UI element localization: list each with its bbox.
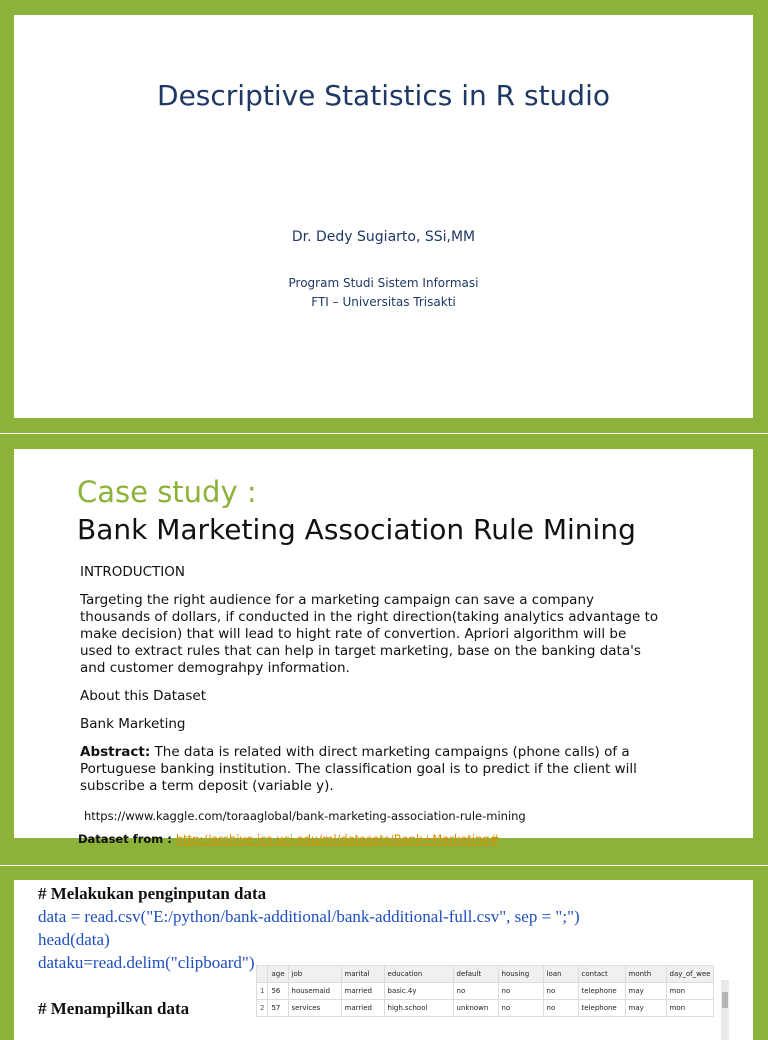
paragraph-line: make decision) that will lead to hight rate of convertion. Apriori algorithm will be	[80, 626, 627, 642]
kaggle-url: https://www.kaggle.com/toraaglobal/bank-marketing-association-rule-mining	[84, 809, 526, 823]
case-study-title: Bank Marketing Association Rule Mining	[77, 513, 636, 546]
case-study-label: Case study :	[77, 475, 257, 509]
paragraph-line: used to extract rules that can help in target marketing, base on the banking data's	[80, 643, 641, 659]
dataset-label: Dataset from :	[78, 832, 176, 846]
paragraph-line: The data is related with direct marketing campaigns (phone calls) of a	[150, 744, 630, 760]
slide-divider	[0, 865, 768, 866]
dataset-link[interactable]: http://archive.ics.uci.edu/ml/datasets/Bank+Marketing#	[175, 832, 500, 846]
table-cell: 57	[268, 1000, 288, 1017]
vertical-scrollbar[interactable]	[721, 980, 729, 1040]
slide-title	[14, 15, 753, 418]
row-number: 1	[257, 983, 268, 1000]
page-title: Descriptive Statistics in R studio	[157, 79, 610, 112]
author-name: Dr. Dedy Sugiarto, SSi,MM	[291, 229, 476, 245]
column-header[interactable]: loan	[543, 966, 578, 983]
column-header[interactable]: marital	[341, 966, 384, 983]
institution-line: Program Studi Sistem Informasi	[288, 276, 479, 290]
table-cell: no	[498, 983, 543, 1000]
scrollbar-thumb[interactable]	[722, 992, 728, 1008]
table-cell: telephone	[578, 1000, 625, 1017]
table-cell: may	[625, 983, 666, 1000]
paragraph-line: Portuguese banking institution. The classification goal is to predict if the client will	[80, 761, 637, 777]
table-cell: housemaid	[288, 983, 341, 1000]
table-cell: high.school	[384, 1000, 453, 1017]
row-number: 2	[257, 1000, 268, 1017]
code-comment: # Melakukan penginputan data	[38, 884, 267, 903]
column-header[interactable]: day_of_wee	[666, 966, 714, 983]
code-comment: # Menampilkan data	[38, 999, 190, 1018]
table-row	[257, 983, 714, 1000]
data-preview-table	[256, 965, 714, 1017]
table-cell: telephone	[578, 983, 625, 1000]
paragraph-line: subscribe a term deposit (variable y).	[80, 778, 334, 794]
dataset-source	[78, 832, 499, 846]
introduction-heading: INTRODUCTION	[80, 564, 185, 580]
column-header[interactable]: job	[288, 966, 341, 983]
introduction-paragraph	[80, 592, 720, 677]
slide-divider	[0, 433, 768, 434]
column-header[interactable]: contact	[578, 966, 625, 983]
about-dataset-heading: About this Dataset	[80, 688, 206, 704]
table-header-row	[257, 966, 714, 983]
column-header[interactable]: housing	[498, 966, 543, 983]
code-line: data = read.csv("E:/python/bank-additional/bank-additional-full.csv", sep = ";")	[38, 907, 580, 926]
table-cell: married	[341, 983, 384, 1000]
slide-case-study	[14, 449, 753, 846]
table-cell: mon	[666, 983, 714, 1000]
paragraph-line: thousands of dollars, if conducted in the right direction(taking analytics advantage to	[80, 609, 659, 625]
table-cell: may	[625, 1000, 666, 1017]
table-cell: no	[543, 983, 578, 1000]
table-row	[257, 1000, 714, 1017]
abstract-label: Abstract:	[80, 744, 151, 760]
column-header	[257, 966, 268, 983]
table-cell: unknown	[453, 1000, 498, 1017]
bank-marketing-heading: Bank Marketing	[80, 716, 186, 732]
table-cell: married	[341, 1000, 384, 1017]
table-cell: mon	[666, 1000, 714, 1017]
table-cell: basic.4y	[384, 983, 453, 1000]
column-header[interactable]: education	[384, 966, 453, 983]
code-line: dataku=read.delim("clipboard")	[38, 953, 255, 972]
column-header[interactable]: age	[268, 966, 288, 983]
table-cell: no	[453, 983, 498, 1000]
table-cell: no	[543, 1000, 578, 1017]
column-header[interactable]: default	[453, 966, 498, 983]
institution-line: FTI – Universitas Trisakti	[311, 295, 456, 309]
column-header[interactable]: month	[625, 966, 666, 983]
slide-code	[14, 880, 753, 1040]
table-cell: services	[288, 1000, 341, 1017]
abstract-paragraph	[80, 744, 720, 795]
table-cell: 56	[268, 983, 288, 1000]
table-cell: no	[498, 1000, 543, 1017]
paragraph-line: and customer demograhpy information.	[80, 660, 350, 676]
institution	[14, 274, 753, 312]
paragraph-line: Targeting the right audience for a marketing campaign can save a company	[80, 592, 594, 608]
code-line: head(data)	[38, 930, 110, 949]
